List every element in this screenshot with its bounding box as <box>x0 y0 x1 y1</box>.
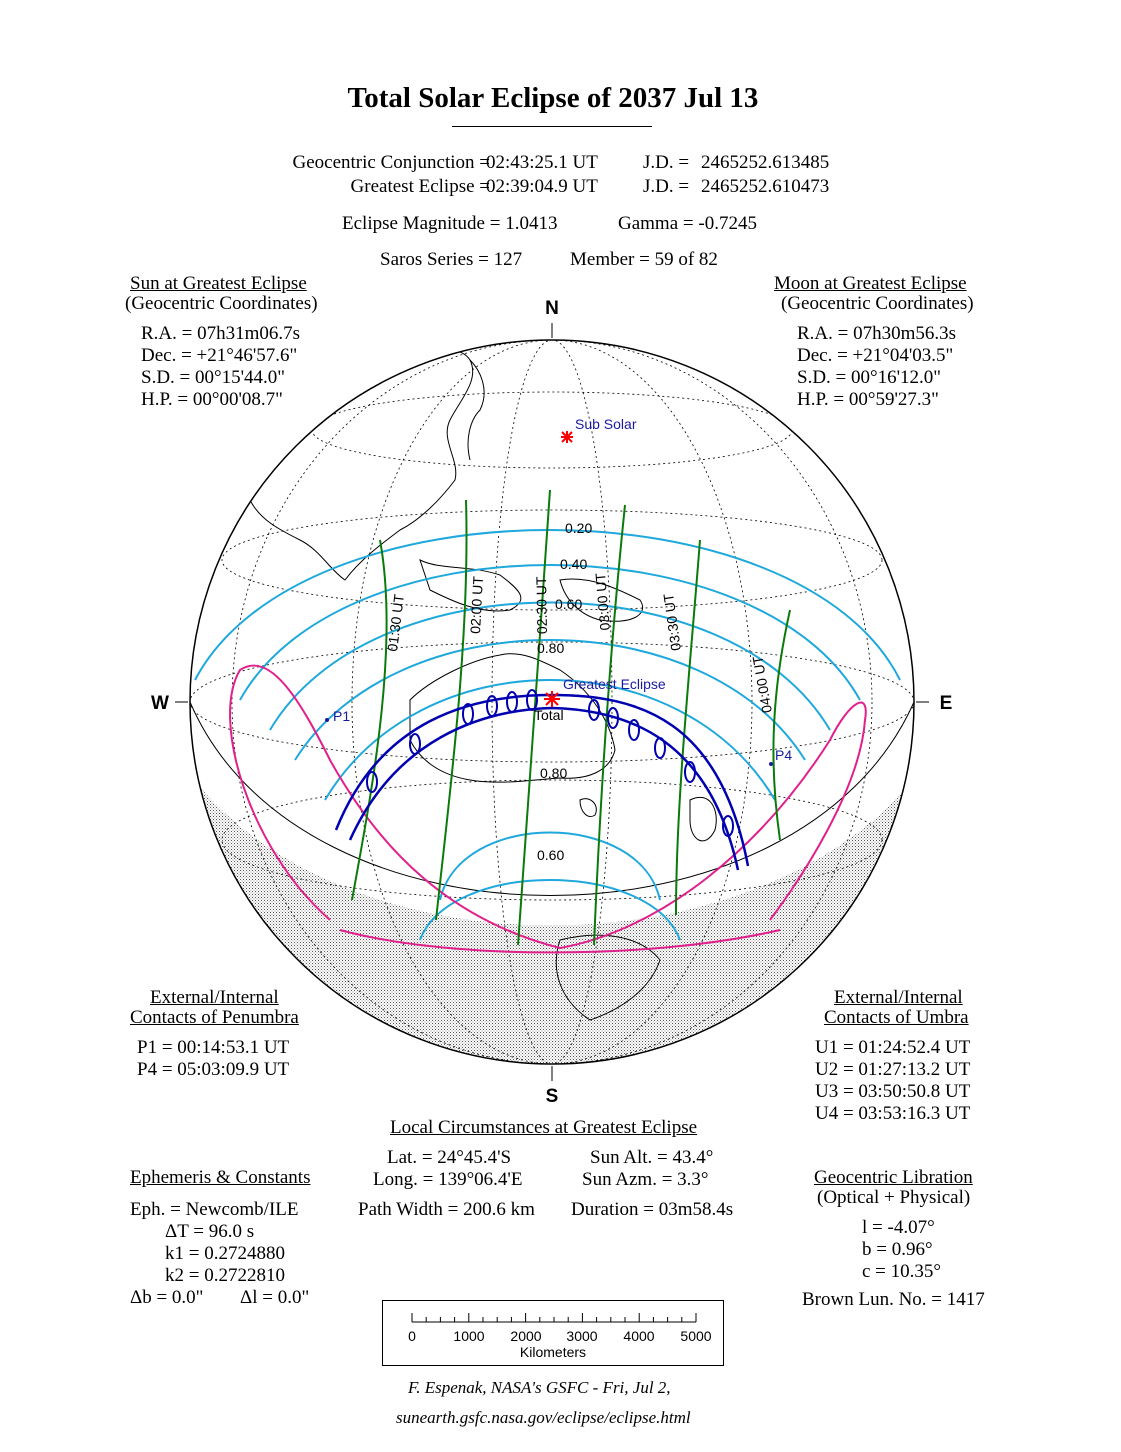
page-title: Total Solar Eclipse of 2037 Jul 13 <box>347 82 759 114</box>
libration-subheading: (Optical + Physical) <box>817 1187 971 1208</box>
ephemeris-delta-l: Δl = 0.0" <box>240 1287 310 1308</box>
scale-tick-label: 1000 <box>453 1328 485 1344</box>
mag-label: 0.40 <box>560 556 588 572</box>
local-heading: Local Circumstances at Greatest Eclipse <box>390 1117 698 1138</box>
p1-label: P1 <box>333 708 351 724</box>
eclipse-magnitude: Eclipse Magnitude = 1.0413 <box>342 213 558 234</box>
west-label: W <box>151 693 169 714</box>
scale-tick-label: 0 <box>408 1328 416 1344</box>
ge-jd: 2465252.610473 <box>701 176 830 197</box>
mag-label: 0.80 <box>540 765 568 781</box>
local-lat: Lat. = 24°45.4'S <box>387 1147 512 1168</box>
ephemeris-k2: k2 = 0.2722810 <box>165 1265 285 1286</box>
ge-jd-label: J.D. = <box>643 176 690 197</box>
conj-label: Geocentric Conjunction = <box>292 152 490 173</box>
moon-sd: S.D. = 00°16'12.0" <box>797 367 942 388</box>
time-labels <box>384 572 775 714</box>
mag-label: 0.20 <box>565 520 593 536</box>
conj-jd: 2465252.613485 <box>701 152 830 173</box>
moon-heading: Moon at Greatest Eclipse <box>774 273 967 294</box>
libration-heading: Geocentric Libration <box>814 1167 973 1188</box>
east-label: E <box>939 693 953 714</box>
time-label: 02:00 UT <box>467 575 487 635</box>
ephemeris-k1: k1 = 0.2724880 <box>165 1243 285 1264</box>
umbra-heading-1: External/Internal <box>834 987 963 1008</box>
penumbra-heading-1: External/Internal <box>150 987 279 1008</box>
scale-tick-label: 4000 <box>623 1328 655 1344</box>
ephemeris-heading: Ephemeris & Constants <box>130 1167 311 1188</box>
mag-label: 0.60 <box>555 596 583 612</box>
time-label: 04:00 UT <box>749 654 775 715</box>
ephemeris-delta-b: Δb = 0.0" <box>130 1287 204 1308</box>
p4-marker <box>769 762 773 766</box>
time-label: 02:30 UT <box>532 576 550 635</box>
umbra-u4: U4 = 03:53:16.3 UT <box>815 1103 971 1124</box>
mag-label: 0.60 <box>537 847 565 863</box>
local-path-width: Path Width = 200.6 km <box>358 1199 535 1220</box>
scale-tick-label: 2000 <box>510 1328 542 1344</box>
umbra-u2: U2 = 01:27:13.2 UT <box>815 1059 971 1080</box>
saros-member: Member = 59 of 82 <box>570 249 718 270</box>
penumbra-heading-2: Contacts of Penumbra <box>130 1007 299 1028</box>
libration-l: l = -4.07° <box>862 1217 935 1238</box>
sub-solar-label: Sub Solar <box>575 416 637 432</box>
scale-unit: Kilometers <box>519 1344 587 1360</box>
ephemeris-delta-t: ΔT = 96.0 s <box>165 1221 255 1242</box>
p1-marker <box>325 718 329 722</box>
brown-lunation: Brown Lun. No. = 1417 <box>802 1289 985 1310</box>
source-url[interactable]: sunearth.gsfc.nasa.gov/eclipse/eclipse.html <box>396 1408 691 1427</box>
credit: F. Espenak, NASA's GSFC - Fri, Jul 2, <box>408 1378 671 1397</box>
umbra-u1: U1 = 01:24:52.4 UT <box>815 1037 971 1058</box>
sub-solar-marker <box>561 431 573 443</box>
local-sun-azm: Sun Azm. = 3.3° <box>582 1169 709 1190</box>
time-label: 03:30 UT <box>660 592 684 652</box>
libration-b: b = 0.96° <box>862 1239 933 1260</box>
moon-dec: Dec. = +21°04'03.5" <box>797 345 954 366</box>
greatest-eclipse-marker <box>544 691 560 707</box>
scale-tick-label: 5000 <box>680 1328 712 1344</box>
time-label: 03:00 UT <box>592 572 613 632</box>
penumbra-p4: P4 = 05:03:09.9 UT <box>137 1059 290 1080</box>
north-label: N <box>545 298 559 319</box>
greatest-eclipse-label: Greatest Eclipse <box>563 676 666 692</box>
p4-label: P4 <box>775 747 793 763</box>
gamma: Gamma = -0.7245 <box>618 213 757 234</box>
sun-sd: S.D. = 00°15'44.0" <box>141 367 286 388</box>
total-label: Total <box>534 707 564 723</box>
sun-subheading: (Geocentric Coordinates) <box>125 293 318 314</box>
time-label: 01:30 UT <box>384 593 407 653</box>
sun-ra: R.A. = 07h31m06.7s <box>141 323 301 344</box>
scale-tick-label: 3000 <box>566 1328 598 1344</box>
moon-ra: R.A. = 07h30m56.3s <box>797 323 957 344</box>
scale-bar <box>382 1300 724 1366</box>
moon-hp: H.P. = 00°59'27.3" <box>797 389 939 410</box>
ge-label: Greatest Eclipse = <box>350 176 490 197</box>
conj-jd-label: J.D. = <box>643 152 690 173</box>
local-sun-alt: Sun Alt. = 43.4° <box>590 1147 714 1168</box>
conj-time: 02:43:25.1 UT <box>486 152 598 173</box>
penumbra-p1: P1 = 00:14:53.1 UT <box>137 1037 290 1058</box>
moon-subheading: (Geocentric Coordinates) <box>781 293 974 314</box>
saros-series: Saros Series = 127 <box>380 249 523 270</box>
umbra-u3: U3 = 03:50:50.8 UT <box>815 1081 971 1102</box>
libration-c: c = 10.35° <box>862 1261 941 1282</box>
sun-hp: H.P. = 00°00'08.7" <box>141 389 283 410</box>
umbra-heading-2: Contacts of Umbra <box>824 1007 969 1028</box>
sun-heading: Sun at Greatest Eclipse <box>130 273 307 294</box>
sun-dec: Dec. = +21°46'57.6" <box>141 345 298 366</box>
mag-label: 0.80 <box>537 640 565 656</box>
south-label: S <box>545 1086 559 1107</box>
ephemeris-eph: Eph. = Newcomb/ILE <box>130 1199 299 1220</box>
local-duration: Duration = 03m58.4s <box>571 1199 734 1220</box>
ge-time: 02:39:04.9 UT <box>486 176 598 197</box>
local-long: Long. = 139°06.4'E <box>373 1169 523 1190</box>
